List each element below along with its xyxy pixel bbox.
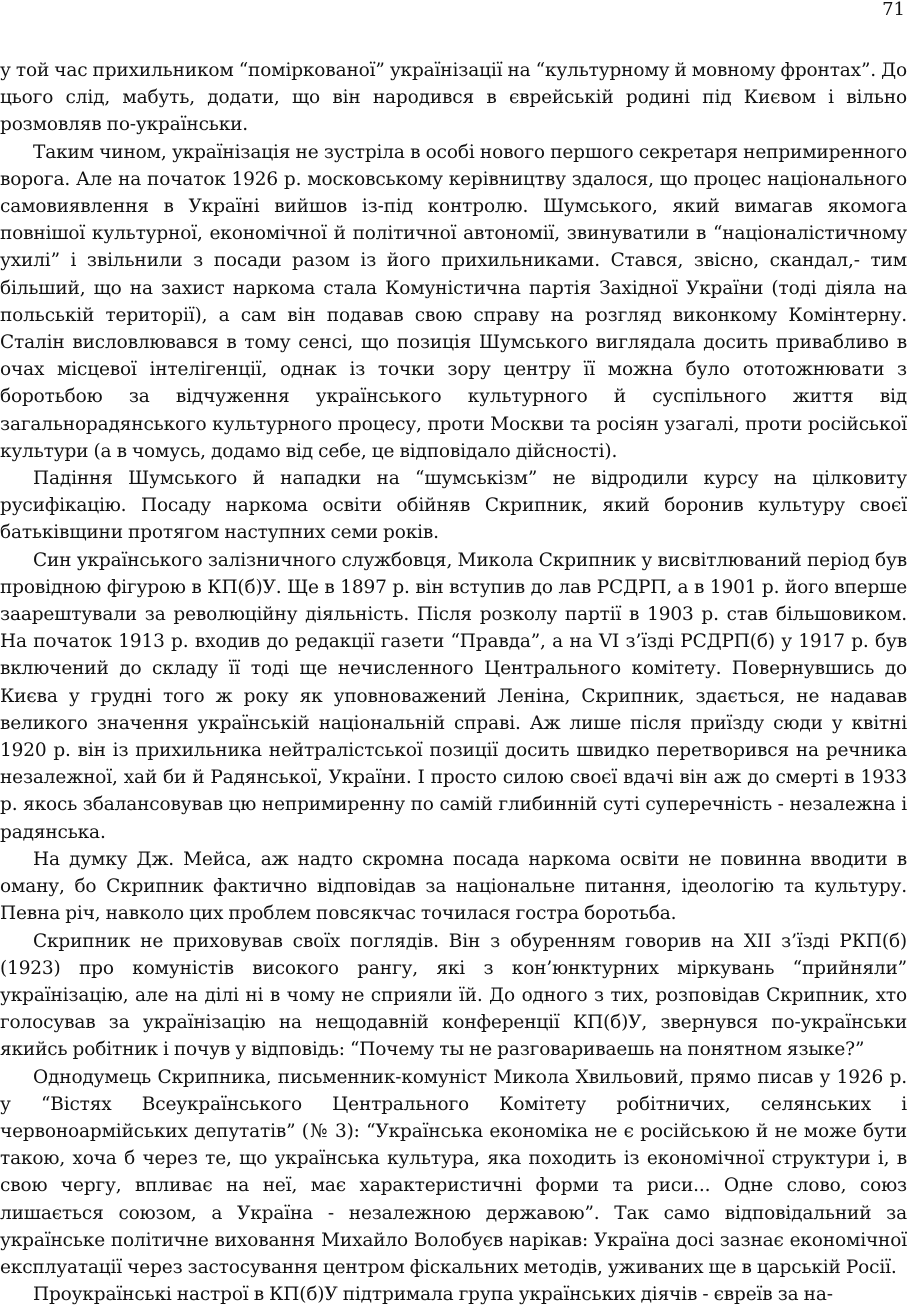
- document-body: [0, 57, 907, 1308]
- paragraph-7: Однодумець Скрипника, письменник-комуніст Микола Хвильовий, прямо писав у 1926 р. у “Вістях Всеукраїнського Центрального Комітету робітничих, селянських і червоноармійських депутатів” (№ 3): “Українська економіка не є російською й не може бути такою, хоча б через те, що українська культура, яка походить із економічної структури і, в свою чергу, впливає на неї, має характеристичні форми та риси... Одне слово, союз лишається союзом, а Україна - незалежною державою”. Так само відповідальний за українське політичне виховання Михайло Волобуєв нарікав: Україна досі зазнає економічної експлуатації через застосування центром фіскальних методів, уживаних ще в царській Росії.: [0, 1066, 907, 1278]
- paragraph-1: у той час прихильником “поміркованої” українізації на “культурному й мовному фронтах”. До цього слід, мабуть, додати, що він народився в єврейській родині під Києвом і вільно розмовляв по-українськи.: [0, 60, 907, 136]
- paragraph-2: Таким чином, українізація не зустріла в особі нового першого секретаря непримиренного ворога. Але на початок 1926 р. московському керівництву здалося, що процес національного самовиявлення в Україні вийшов із-під контролю. Шумського, який вимагав якомога повнішої культурної, економічної й політичної автономії, звинуватили в “націоналістичному ухилі” і звільнили з посади разом із його прихильниками. Стався, звісно, скандал,- тим більший, що на захист наркома стала Комуністична партія Західної України (тоді діяла на польській території), а сам він подавав свою справу на розгляд виконкому Комінтерну. Сталін висловлювався в тому сенсі, що позиція Шумського виглядала досить привабливо в очах місцевої інтелігенції, однак із точки зору центру її можна було ототожнювати з боротьбою за відчуження українського культурного й суспільного життя від загальнорадянського культурного процесу, проти Москви та росіян узагалі, проти російської культури (а в чомусь, додамо від себе, це відповідало дійсності).: [0, 141, 907, 462]
- paragraph-6: Скрипник не приховував своїх поглядів. Він з обуренням говорив на XII з’їзді РКП(б) (1923) про комуністів високого рангу, які з кон’юнктурних міркувань “прийняли” українізацію, але на ділі ні в чому не сприяли їй. До одного з тих, розповідав Скрипник, хто голосував за українізацію на нещодавній конференції КП(б)У, звернувся по-українськи якийсь робітник і почув у відповідь: “Почему ты не разговариваешь на понятном языке?”: [0, 930, 907, 1061]
- paragraph-8: Проукраїнські настрої в КП(б)У підтримала група українських діячів - євреїв за на-: [33, 1284, 833, 1306]
- paragraph-5: На думку Дж. Мейса, аж надто скромна посада наркома освіти не повинна вводити в оману, бо Скрипник фактично відповідав за національне питання, ідеологію та культуру. Певна річ, навколо цих проблем повсякчас точилася гостра боротьба.: [0, 848, 907, 925]
- paragraph-3: Падіння Шумського й нападки на “шумськізм” не відродили курсу на цілковиту русифікацію. Посаду наркома освіти обійняв Скрипник, який боронив культуру своєї батьківщини протягом наступних семи років.: [0, 468, 907, 544]
- page-number: 71: [882, 0, 905, 20]
- paragraph-4: Син українського залізничного службовця, Микола Скрипник у висвітлюваний період був провідною фігурою в КП(б)У. Ще в 1897 р. він вступив до лав РСДРП, а в 1901 р. його вперше заарештували за революційну діяльність. Після розколу партії в 1903 р. став більшовиком. На початок 1913 р. входив до редакції газети “Правда”, а на VI з’їзді РСДРП(б) у 1917 р. був включений до складу її тоді ще нечисленного Центрального комітету. Повернувшись до Києва у грудні того ж року як уповноважений Леніна, Скрипник, здається, не надавав великого значення українській національній справі. Аж лише після приїзду сюди у квітні 1920 р. він із прихильника нейтралістської позиції досить швидко перетворився на речника незалежної, хай би й Радянської, України. І просто силою своєї вдачі він аж до смерті в 1933 р. якось збалансовував цю непримиренну по самій глибинній суті суперечність - незалежна і радянська.: [0, 549, 907, 843]
